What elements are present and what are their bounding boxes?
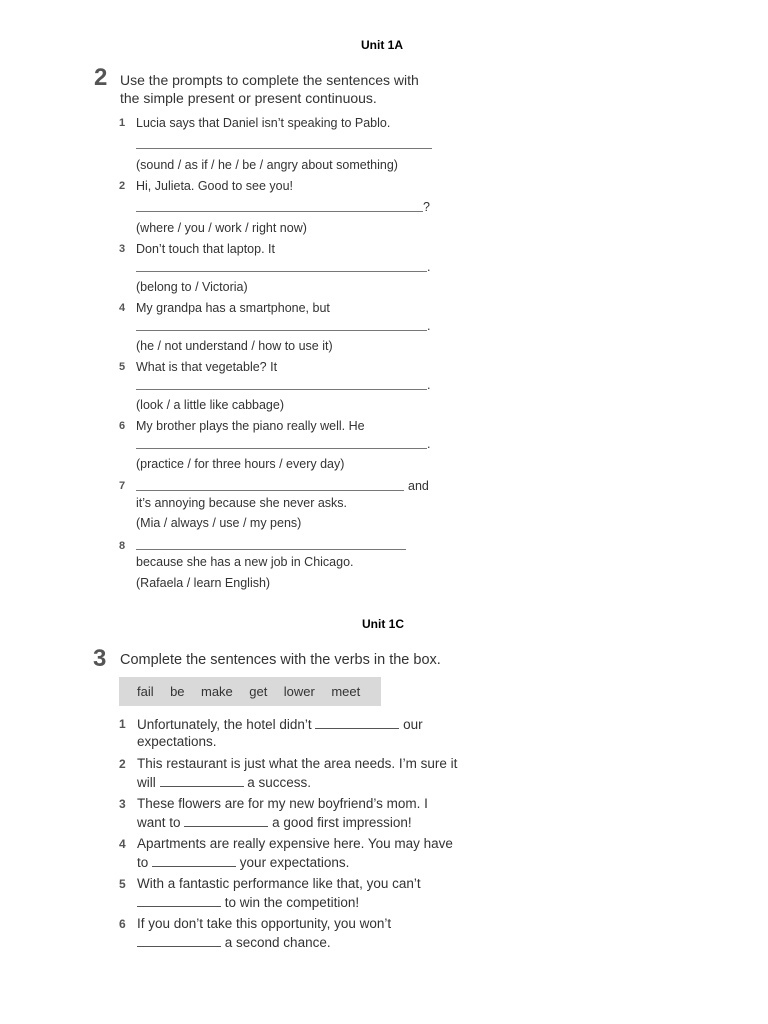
item-prompt: (practice / for three hours / every day) <box>136 457 345 471</box>
answer-line[interactable] <box>136 211 423 212</box>
item-text-after: and <box>408 479 429 493</box>
answer-gap[interactable] <box>160 774 244 787</box>
answer-line[interactable] <box>136 549 406 550</box>
item-text: These flowers are for my new boyfriend’s mom. I <box>137 796 428 811</box>
item-text: Unfortunately, the hotel didn’t <box>137 717 312 732</box>
item-text: With a fantastic performance like that, you can’t <box>137 876 421 891</box>
end-punctuation: . <box>427 260 431 274</box>
item-text: This restaurant is just what the area needs. I’m sure it <box>137 756 458 771</box>
item-line <box>137 716 423 732</box>
exercise-3-number: 3 <box>93 645 107 672</box>
item-text: a good first impression! <box>272 815 412 830</box>
item-text: My grandpa has a smartphone, but <box>136 301 330 315</box>
item-number: 4 <box>119 302 126 314</box>
exercise-2-instruction-line2: the simple present or present continuous. <box>120 90 377 106</box>
item-number: 5 <box>119 361 126 373</box>
exercise-3-instruction: Complete the sentences with the verbs in the box. <box>120 652 441 668</box>
item-text: because she has a new job in Chicago. <box>136 555 354 569</box>
answer-line[interactable] <box>136 271 427 272</box>
item-prompt: (where / you / work / right now) <box>136 221 307 235</box>
answer-line[interactable] <box>136 490 404 491</box>
exercise-2-instruction-line1: Use the prompts to complete the sentences with <box>120 72 419 88</box>
item-prompt: (Rafaela / learn English) <box>136 576 271 590</box>
end-punctuation: . <box>427 437 431 451</box>
word-box-item: meet <box>331 684 361 699</box>
item-text: If you don’t take this opportunity, you won’t <box>137 916 392 931</box>
item-text: a second chance. <box>224 935 331 950</box>
item-prompt: (belong to / Victoria) <box>136 280 248 294</box>
item-prompt: (Mia / always / use / my pens) <box>136 516 302 530</box>
item-number: 3 <box>119 797 126 811</box>
answer-gap[interactable] <box>152 854 236 867</box>
answer-gap[interactable] <box>137 934 221 947</box>
item-prompt: (look / a little like cabbage) <box>136 398 284 412</box>
answer-gap[interactable] <box>184 814 268 827</box>
item-number: 2 <box>119 180 126 192</box>
item-number: 5 <box>119 877 126 891</box>
item-line <box>137 894 359 910</box>
item-text: want to <box>137 815 181 830</box>
item-text: to <box>137 855 149 870</box>
answer-line[interactable] <box>136 448 427 449</box>
item-number: 2 <box>119 757 126 771</box>
answer-line[interactable] <box>136 148 432 149</box>
item-number: 8 <box>119 540 126 552</box>
item-line <box>137 814 412 830</box>
item-text: to win the competition! <box>224 895 360 910</box>
unit-1c-heading: Unit 1C <box>362 617 404 631</box>
item-text: My brother plays the piano really well. He <box>136 419 365 433</box>
item-text: it’s annoying because she never asks. <box>136 496 348 510</box>
item-text: Don’t touch that laptop. It <box>136 242 275 256</box>
word-box-item: fail <box>137 684 154 699</box>
item-prompt: (sound / as if / he / be / angry about something) <box>136 158 398 172</box>
answer-gap[interactable] <box>137 894 221 907</box>
unit-1a-heading: Unit 1A <box>361 38 403 52</box>
item-text: will <box>137 775 156 790</box>
item-text: a success. <box>247 775 312 790</box>
item-number: 6 <box>119 420 126 432</box>
end-punctuation: ? <box>423 200 430 214</box>
word-box-item: lower <box>283 684 315 699</box>
end-punctuation: . <box>427 378 431 392</box>
word-box-item: make <box>201 684 233 699</box>
item-prompt: (he / not understand / how to use it) <box>136 339 333 353</box>
word-box-item: get <box>249 684 268 699</box>
item-text: expectations. <box>137 734 217 749</box>
item-number: 1 <box>119 117 126 129</box>
end-punctuation: . <box>427 319 431 333</box>
item-line <box>137 854 349 870</box>
answer-line[interactable] <box>136 389 427 390</box>
word-box-item: be <box>170 684 185 699</box>
item-text: your expectations. <box>239 855 350 870</box>
item-number: 7 <box>119 480 126 492</box>
item-line <box>137 934 331 950</box>
item-text: Hi, Julieta. Good to see you! <box>136 179 294 193</box>
item-text: What is that vegetable? It <box>136 360 278 374</box>
item-number: 1 <box>119 717 126 731</box>
answer-gap[interactable] <box>315 716 399 729</box>
item-line <box>137 774 311 790</box>
exercise-2-number: 2 <box>94 64 108 91</box>
answer-line[interactable] <box>136 330 427 331</box>
item-number: 4 <box>119 837 126 851</box>
item-number: 3 <box>119 243 126 255</box>
item-text: our <box>403 717 423 732</box>
item-text: Lucia says that Daniel isn’t speaking to Pablo. <box>136 116 391 130</box>
item-text: Apartments are really expensive here. You may have <box>137 836 453 851</box>
word-box <box>119 677 381 706</box>
item-number: 6 <box>119 917 126 931</box>
